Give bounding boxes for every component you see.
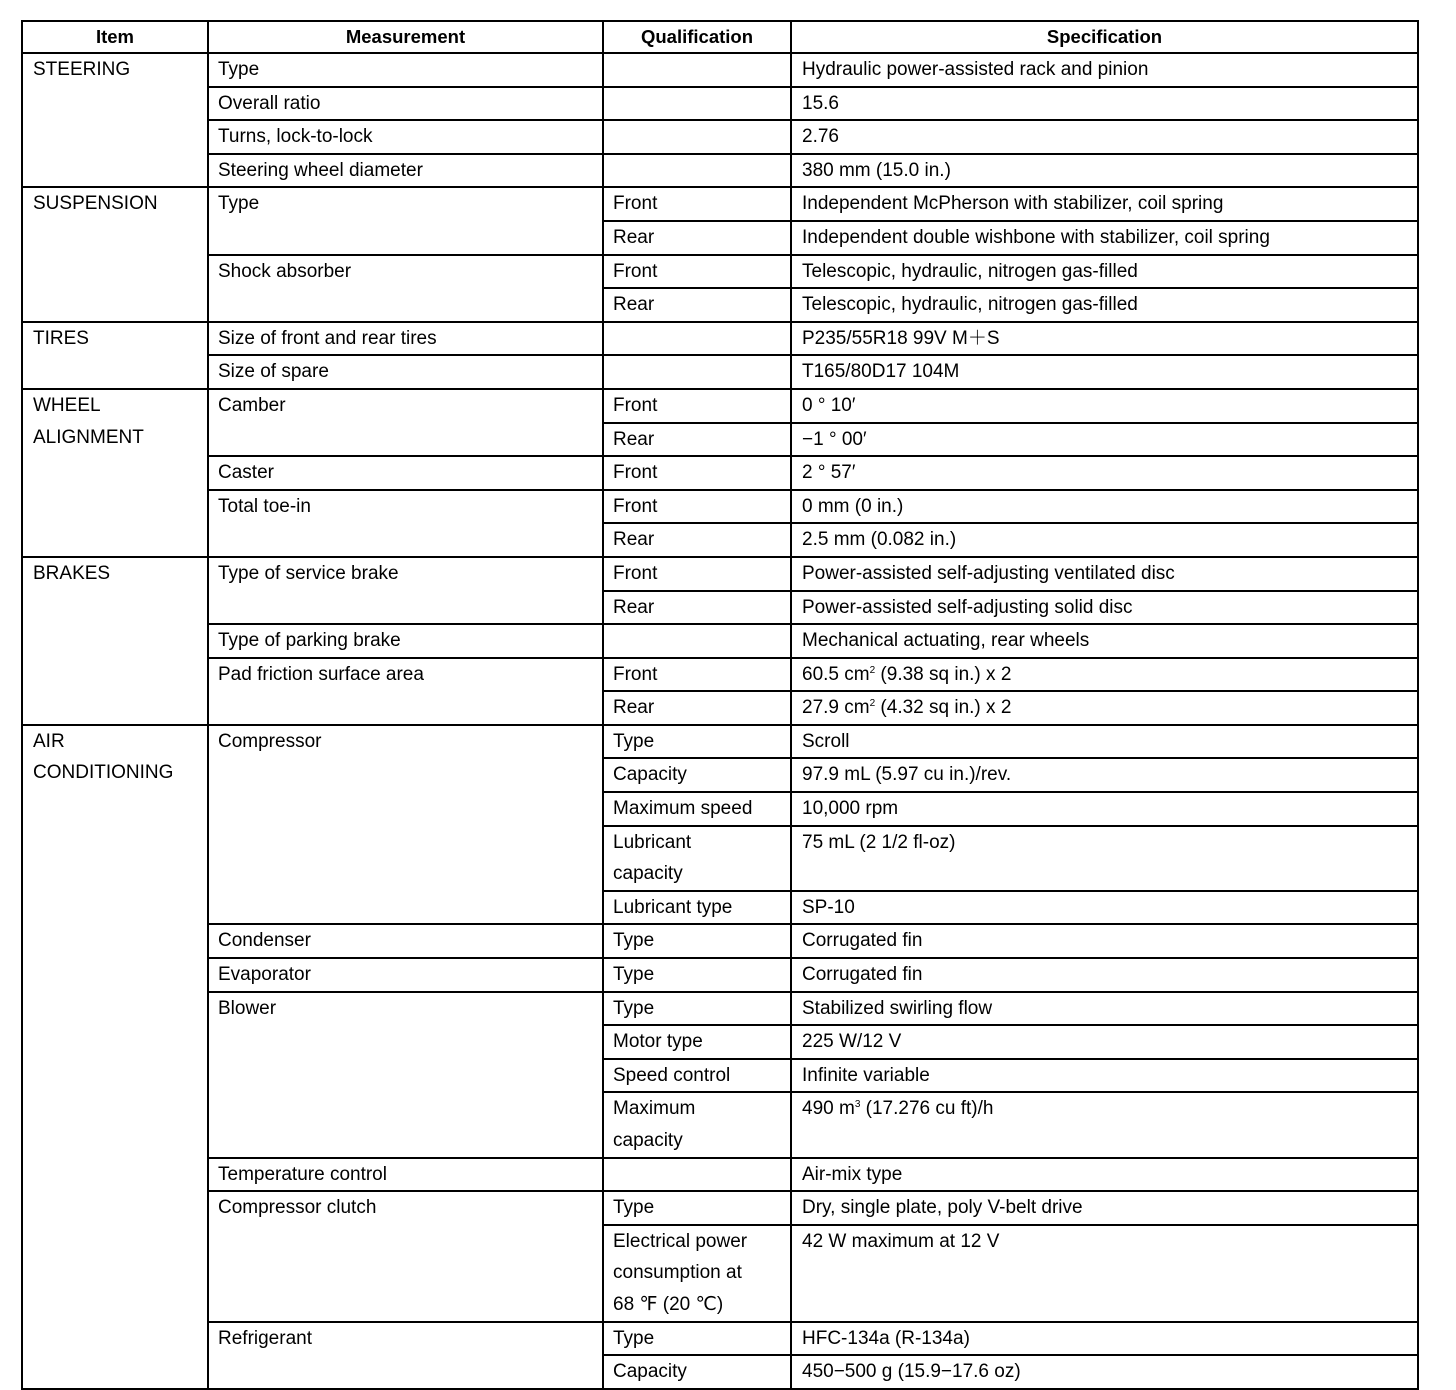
item-tires: TIRES — [22, 322, 208, 389]
qualification-cell: Rear — [603, 523, 791, 557]
specification-cell: Scroll — [791, 725, 1418, 759]
qualification-cell: Type — [603, 725, 791, 759]
table-row — [22, 187, 1418, 221]
spec-text: 490 m — [802, 1098, 855, 1120]
specification-cell: Hydraulic power-assisted rack and pinion — [791, 53, 1418, 87]
measurement-cell: Pad friction surface area — [208, 658, 603, 725]
item-line: CONDITIONING — [33, 762, 174, 784]
item-brakes: BRAKES — [22, 557, 208, 725]
spec-text: (4.32 sq in.) x 2 — [875, 697, 1012, 719]
spec-text: (17.276 cu ft)/h — [860, 1098, 994, 1120]
qualification-line: Electrical power — [613, 1230, 748, 1252]
qualification-cell: Lubricant type — [603, 891, 791, 925]
table-row — [22, 1322, 1418, 1356]
table-row — [22, 924, 1418, 958]
specification-cell: SP-10 — [791, 891, 1418, 925]
specification-cell: 2 ° 57′ — [791, 456, 1418, 490]
qualification-cell: Type — [603, 924, 791, 958]
table-row — [22, 658, 1418, 692]
specification-cell — [791, 1092, 1418, 1157]
qualification-line: 68 ℉ (20 ℃) — [613, 1293, 724, 1315]
specification-cell: Telescopic, hydraulic, nitrogen gas-filled — [791, 255, 1418, 289]
specification-cell: 0 mm (0 in.) — [791, 490, 1418, 524]
table-row — [22, 624, 1418, 658]
specification-cell: Corrugated fin — [791, 924, 1418, 958]
table-row — [22, 53, 1418, 87]
spec-text: 60.5 cm — [802, 663, 870, 685]
header-specification: Specification — [791, 21, 1418, 53]
header-qualification: Qualification — [603, 21, 791, 53]
qualification-cell — [603, 1092, 791, 1157]
specification-cell: 380 mm (15.0 in.) — [791, 154, 1418, 188]
measurement-cell: Camber — [208, 389, 603, 456]
table-row — [22, 456, 1418, 490]
qualification-cell: Front — [603, 456, 791, 490]
specification-cell: Infinite variable — [791, 1059, 1418, 1093]
header-measurement: Measurement — [208, 21, 603, 53]
specification-cell: Stabilized swirling flow — [791, 992, 1418, 1026]
item-line: WHEEL — [33, 394, 101, 416]
specification-cell: T165/80D17 104M — [791, 355, 1418, 389]
table-row — [22, 958, 1418, 992]
qualification-cell — [603, 154, 791, 188]
measurement-cell: Condenser — [208, 924, 603, 958]
measurement-cell: Blower — [208, 992, 603, 1158]
qualification-line: capacity — [613, 863, 683, 885]
measurement-cell: Shock absorber — [208, 255, 603, 322]
qualification-cell — [603, 826, 791, 891]
specification-cell: Mechanical actuating, rear wheels — [791, 624, 1418, 658]
measurement-cell: Total toe-in — [208, 490, 603, 557]
qualification-cell — [603, 1225, 791, 1322]
qualification-cell: Maximum speed — [603, 792, 791, 826]
table-row — [22, 389, 1418, 423]
qualification-cell: Capacity — [603, 758, 791, 792]
measurement-cell: Overall ratio — [208, 87, 603, 121]
item-wheel-alignment — [22, 389, 208, 557]
measurement-cell: Size of spare — [208, 355, 603, 389]
spec-superscript: 3 — [854, 1099, 861, 1111]
specification-cell: 2.5 mm (0.082 in.) — [791, 523, 1418, 557]
qualification-cell: Rear — [603, 591, 791, 625]
qualification-cell: Front — [603, 490, 791, 524]
qualification-cell — [603, 87, 791, 121]
measurement-cell: Type — [208, 187, 603, 254]
specification-cell: 97.9 mL (5.97 cu in.)/rev. — [791, 758, 1418, 792]
qualification-line: consumption at — [613, 1262, 742, 1284]
spec-superscript: 2 — [869, 664, 876, 676]
table-row — [22, 992, 1418, 1026]
measurement-cell: Temperature control — [208, 1158, 603, 1192]
item-suspension: SUSPENSION — [22, 187, 208, 321]
qualification-cell: Front — [603, 389, 791, 423]
item-line: AIR — [33, 730, 65, 752]
measurement-cell: Evaporator — [208, 958, 603, 992]
specification-cell: Telescopic, hydraulic, nitrogen gas-filled — [791, 288, 1418, 322]
specification-cell: 75 mL (2 1/2 fl-oz) — [791, 826, 1418, 891]
qualification-cell: Rear — [603, 288, 791, 322]
measurement-cell: Refrigerant — [208, 1322, 603, 1389]
table-row — [22, 322, 1418, 356]
qualification-line: Lubricant — [613, 831, 692, 853]
measurement-cell: Compressor clutch — [208, 1191, 603, 1321]
qualification-cell: Rear — [603, 221, 791, 255]
table-row — [22, 725, 1418, 759]
specification-cell — [791, 658, 1418, 692]
specification-cell: Power-assisted self-adjusting solid disc — [791, 591, 1418, 625]
qualification-line: Maximum — [613, 1098, 696, 1120]
qualification-line: capacity — [613, 1130, 683, 1151]
table-row — [22, 557, 1418, 591]
table-row — [22, 1191, 1418, 1225]
spec-superscript: 2 — [869, 698, 876, 710]
specification-cell: HFC-134a (R-134a) — [791, 1322, 1418, 1356]
qualification-cell — [603, 355, 791, 389]
specification-cell: 2.76 — [791, 120, 1418, 154]
specification-table — [21, 20, 1419, 1390]
specification-cell: 450−500 g (15.9−17.6 oz) — [791, 1355, 1418, 1389]
qualification-cell: Front — [603, 187, 791, 221]
header-item: Item — [22, 21, 208, 53]
table-row — [22, 154, 1418, 188]
measurement-cell: Type — [208, 53, 603, 87]
specification-cell: −1 ° 00′ — [791, 423, 1418, 457]
measurement-cell: Turns, lock-to-lock — [208, 120, 603, 154]
qualification-cell — [603, 53, 791, 87]
spec-text: 27.9 cm — [802, 697, 870, 719]
specification-cell: 0 ° 10′ — [791, 389, 1418, 423]
specification-cell: 15.6 — [791, 87, 1418, 121]
qualification-cell — [603, 1158, 791, 1192]
specification-cell: 225 W/12 V — [791, 1025, 1418, 1059]
qualification-cell: Type — [603, 1322, 791, 1356]
qualification-cell: Type — [603, 1191, 791, 1225]
specification-cell: 10,000 rpm — [791, 792, 1418, 826]
qualification-cell: Rear — [603, 423, 791, 457]
measurement-cell: Steering wheel diameter — [208, 154, 603, 188]
qualification-cell: Capacity — [603, 1355, 791, 1389]
qualification-cell — [603, 322, 791, 356]
specification-cell: Air-mix type — [791, 1158, 1418, 1192]
qualification-cell: Front — [603, 255, 791, 289]
qualification-cell: Type — [603, 992, 791, 1026]
spec-text: (9.38 sq in.) x 2 — [875, 663, 1012, 685]
item-line: ALIGNMENT — [33, 426, 144, 448]
specification-cell: P235/55R18 99V M＋S — [791, 322, 1418, 356]
table-row — [22, 490, 1418, 524]
qualification-cell: Motor type — [603, 1025, 791, 1059]
measurement-cell: Size of front and rear tires — [208, 322, 603, 356]
qualification-cell: Rear — [603, 691, 791, 725]
specification-cell: Independent McPherson with stabilizer, coil spring — [791, 187, 1418, 221]
measurement-cell: Type of parking brake — [208, 624, 603, 658]
specification-cell: Independent double wishbone with stabilizer, coil spring — [791, 221, 1418, 255]
item-air-conditioning — [22, 725, 208, 1389]
qualification-cell: Type — [603, 958, 791, 992]
specification-cell: Dry, single plate, poly V-belt drive — [791, 1191, 1418, 1225]
table-row — [22, 87, 1418, 121]
table-row — [22, 1158, 1418, 1192]
specification-cell: Power-assisted self-adjusting ventilated disc — [791, 557, 1418, 591]
qualification-cell: Front — [603, 557, 791, 591]
qualification-cell — [603, 624, 791, 658]
qualification-cell: Speed control — [603, 1059, 791, 1093]
table-header-row — [22, 21, 1418, 53]
specification-cell: Corrugated fin — [791, 958, 1418, 992]
qualification-cell — [603, 120, 791, 154]
qualification-cell: Front — [603, 658, 791, 692]
measurement-cell: Compressor — [208, 725, 603, 925]
specification-cell: 42 W maximum at 12 V — [791, 1225, 1418, 1322]
specification-cell — [791, 691, 1418, 725]
table-row — [22, 255, 1418, 289]
table-row — [22, 120, 1418, 154]
table-row — [22, 355, 1418, 389]
item-steering: STEERING — [22, 53, 208, 187]
measurement-cell: Type of service brake — [208, 557, 603, 624]
measurement-cell: Caster — [208, 456, 603, 490]
